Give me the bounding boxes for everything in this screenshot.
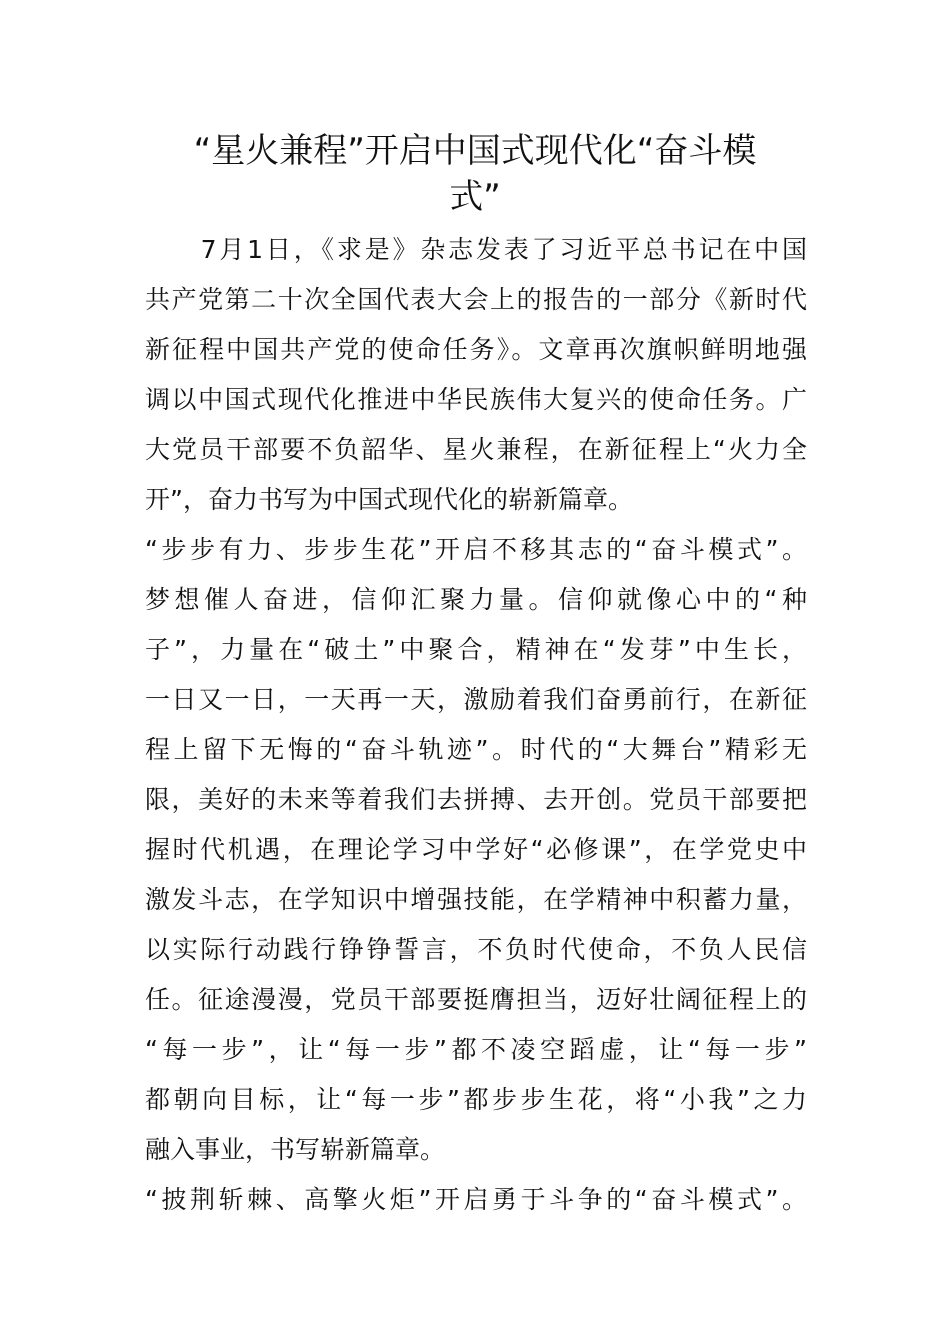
body-line-9: 子”，力量在“破土”中聚合，精神在“发芽”中生长， [145, 635, 807, 664]
body-line-8: 梦想催人奋进，信仰汇聚力量。信仰就像心中的“种 [145, 585, 807, 614]
document-title [145, 128, 805, 220]
body-line-13: 握时代机遇，在理论学习中学好“必修课”，在学党史中 [145, 835, 807, 864]
title-line-1: “星火兼程”开启中国式现代化“奋斗模 [193, 131, 757, 171]
body-line-14: 激发斗志，在学知识中增强技能，在学精神中积蓄力量， [145, 885, 807, 914]
body-line-1: 7月1日，《求是》杂志发表了习近平总书记在中国 [145, 235, 807, 264]
body-line-5: 大党员干部要不负韶华、星火兼程，在新征程上“火力全 [145, 435, 807, 464]
body-line-15: 以实际行动践行铮铮誓言，不负时代使命，不负人民信 [145, 935, 807, 964]
body-line-2: 共产党第二十次全国代表大会上的报告的一部分《新时代 [145, 285, 807, 314]
body-line-4: 调以中国式现代化推进中华民族伟大复兴的使命任务。广 [145, 385, 807, 414]
body-line-19: 融入事业，书写崭新篇章。 [145, 1135, 446, 1164]
body-line-16: 任。征途漫漫，党员干部要挺膺担当，迈好壮阔征程上的 [145, 985, 807, 1014]
body-line-6: 开”，奋力书写为中国式现代化的崭新篇章。 [145, 485, 633, 514]
body-line-10: 一日又一日，一天再一天，激励着我们奋勇前行，在新征 [145, 685, 807, 714]
body-line-20: “披荆斩棘、高擎火炬”开启勇于斗争的“奋斗模式”。 [145, 1185, 807, 1214]
body-line-3: 新征程中国共产党的使命任务》。文章再次旗帜鲜明地强 [145, 335, 807, 364]
body-line-18: 都朝向目标，让“每一步”都步步生花，将“小我”之力 [145, 1085, 807, 1114]
body-line-12: 限，美好的未来等着我们去拼搏、去开创。党员干部要把 [145, 785, 807, 814]
body-line-7: “步步有力、步步生花”开启不移其志的“奋斗模式”。 [145, 535, 807, 564]
title-line-2: 式” [449, 177, 501, 217]
body-line-11: 程上留下无悔的“奋斗轨迹”。时代的“大舞台”精彩无 [145, 735, 807, 764]
body-line-17: “每一步”，让“每一步”都不凌空蹈虚，让“每一步” [145, 1035, 807, 1064]
